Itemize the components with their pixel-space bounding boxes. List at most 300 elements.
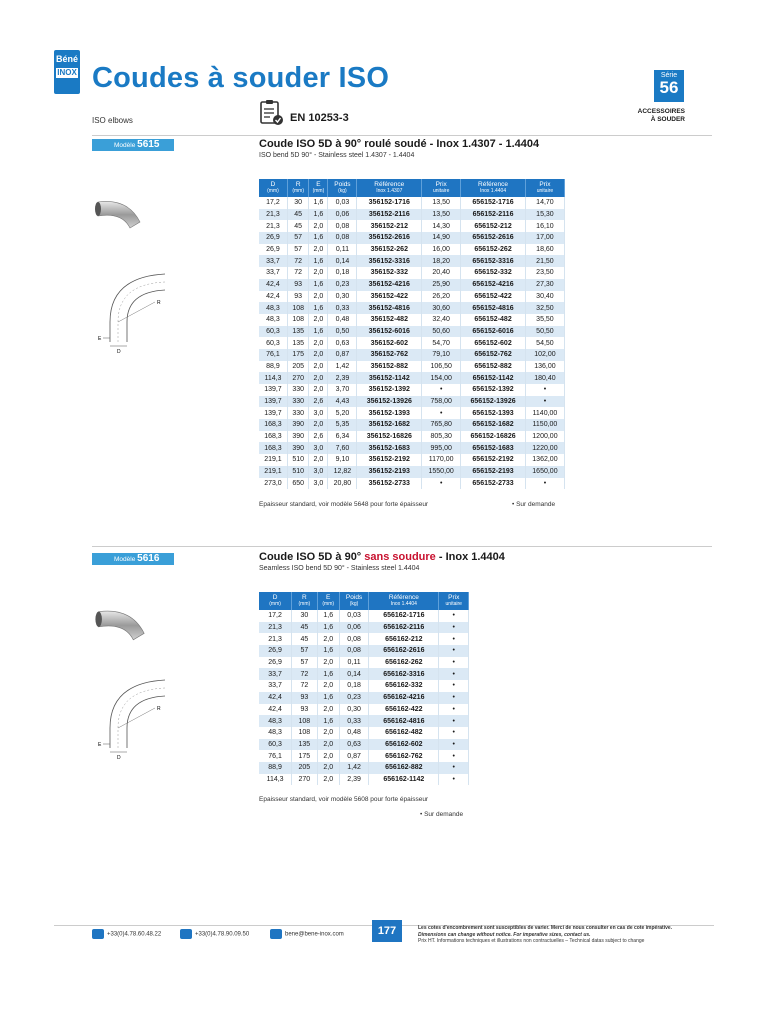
table-cell: 135 [287,326,309,338]
column-header-bottom: Inox 1.4404 [479,188,507,194]
table-cell: 510 [287,466,309,478]
table-cell: 356152-602 [357,337,422,349]
table-cell: 656152-2193 [461,466,526,478]
section2-title-red: sans soudure [364,551,436,563]
category-line2: À SOUDER [650,116,685,123]
table-cell: 30,40 [525,291,564,303]
table-row [259,267,565,279]
table-cell: 175 [287,349,309,361]
table-cell: 656152-212 [461,220,526,232]
table-cell: 72 [287,267,309,279]
table-cell: 88,9 [259,762,292,774]
section1-subtitle: ISO bend 5D 90° - Stainless steel 1.4307 - 1.4404 [259,152,415,159]
table-cell: 102,00 [525,349,564,361]
table-cell: 1,6 [309,232,328,244]
table-cell: 1,6 [309,197,328,209]
table-cell: 30 [292,610,317,622]
serie-number: 56 [659,78,679,97]
table-cell: 2,0 [317,633,339,645]
table-cell: • [439,622,469,634]
table-cell: • [439,774,469,786]
table-cell: 1220,00 [525,442,564,454]
table-cell: • [422,407,461,419]
table-cell: 0,33 [328,302,357,314]
table-cell: 2,0 [309,337,328,349]
table-cell: • [439,668,469,680]
table-cell: 108 [287,302,309,314]
table-cell: 108 [287,314,309,326]
column-header [292,592,317,610]
column-header-top: R [302,594,307,601]
table-cell: 2,6 [309,396,328,408]
table-cell: 356152-3316 [357,255,422,267]
table-cell: 656152-1716 [461,197,526,209]
column-header-bottom: (mm) [269,601,281,607]
section2-title [259,551,505,563]
table-cell: 139,7 [259,396,287,408]
table-row [259,197,565,209]
table-cell: 30 [287,197,309,209]
page-title: Coudes à souder ISO [92,62,390,94]
table-row [259,466,565,478]
table-cell: • [439,739,469,751]
table-cell: 2,0 [309,220,328,232]
table-cell: 356152-1392 [357,384,422,396]
table-cell: 45 [292,622,317,634]
table-cell: 79,10 [422,349,461,361]
table-row [259,220,565,232]
table-cell: 76,1 [259,750,292,762]
badge-model: 5615 [137,139,160,150]
table-row [259,645,469,657]
table-cell: 17,2 [259,197,287,209]
table-row [259,407,565,419]
table-row [259,633,469,645]
table-cell: • [439,727,469,739]
table-cell: 758,00 [422,396,461,408]
table-cell: 93 [287,291,309,303]
column-header-top: Prix [539,181,551,188]
section-divider [92,546,712,547]
column-header-top: Poids [345,594,363,601]
footer-fax[interactable] [180,929,249,939]
table-cell: 93 [292,692,317,704]
table-cell: 1362,00 [525,454,564,466]
price-table-5616 [259,592,469,785]
table-cell: 0,30 [339,704,368,716]
table-cell: • [439,645,469,657]
table-cell: 1,6 [317,668,339,680]
model-badge-5616 [92,553,174,565]
table-cell: 20,40 [422,267,461,279]
table-row [259,739,469,751]
section2-title-b: - Inox 1.4404 [435,551,505,563]
table-cell: 33,7 [259,267,287,279]
table-cell: 21,3 [259,633,292,645]
table-cell: • [439,633,469,645]
table-cell: 2,0 [309,349,328,361]
table-cell: 656162-1142 [369,774,439,786]
table-row [259,774,469,786]
column-header [439,592,469,610]
table-cell: 139,7 [259,384,287,396]
table-cell: 1,6 [317,610,339,622]
footer-email[interactable] [270,929,344,939]
table-row [259,291,565,303]
table-cell: 356152-262 [357,244,422,256]
table-cell: 2,0 [309,419,328,431]
table-cell: 1140,00 [525,407,564,419]
table-cell: 1,6 [317,645,339,657]
table-cell: 5,35 [328,419,357,431]
phone-icon [92,929,104,939]
table-cell: 60,3 [259,739,292,751]
table-cell: 656162-212 [369,633,439,645]
table-cell: • [422,478,461,490]
table-cell: 356152-2116 [357,209,422,221]
table-cell: 270 [292,774,317,786]
table-cell: 0,11 [339,657,368,669]
table-row [259,680,469,692]
table-cell: 42,4 [259,279,287,291]
table-cell: 168,3 [259,431,287,443]
section2-title-a: Coude ISO 5D à 90° [259,551,365,563]
table-cell: 2,0 [317,727,339,739]
table-cell: 139,7 [259,407,287,419]
table-cell: 9,10 [328,454,357,466]
table-row [259,314,565,326]
table-cell: 48,3 [259,302,287,314]
table-cell: 1650,00 [525,466,564,478]
table-cell: 57 [287,232,309,244]
elbow-diagram-1 [95,262,175,357]
table-cell: 656152-332 [461,267,526,279]
table-row [259,244,565,256]
table-cell: 2,6 [309,431,328,443]
table-cell: 0,06 [328,209,357,221]
section2-on-request: • Sur demande [420,811,464,818]
table-cell: 0,63 [328,337,357,349]
table-cell: • [439,610,469,622]
table-row [259,279,565,291]
column-header [259,179,287,197]
table-cell: 219,1 [259,454,287,466]
table-cell: 0,48 [328,314,357,326]
table-cell: 2,0 [309,267,328,279]
table-row [259,326,565,338]
table-cell: 356152-332 [357,267,422,279]
table-row [259,715,469,727]
table-cell: 273,0 [259,478,287,490]
table-cell: 356152-4816 [357,302,422,314]
section1-note: Epaisseur standard, voir modèle 5648 pour forte épaisseur [259,501,429,508]
diagram-e-label: E [98,742,102,748]
table-cell: 0,30 [328,291,357,303]
table-cell: 3,70 [328,384,357,396]
table-cell: 0,18 [328,267,357,279]
table-cell: 12,82 [328,466,357,478]
table-cell: 0,14 [328,255,357,267]
table-row [259,762,469,774]
table-cell: 356152-16826 [357,431,422,443]
table-cell: 5,20 [328,407,357,419]
table-cell: 30,60 [422,302,461,314]
column-header [328,179,357,197]
table-cell: 656152-1682 [461,419,526,431]
table-row [259,431,565,443]
table-cell: 270 [287,372,309,384]
table-cell: 205 [292,762,317,774]
disclaimer-small: Prix HT. Informations techniques et illustrations non contractuelles – Technical datas subject to change [418,938,645,944]
table-cell: 13,50 [422,209,461,221]
table-cell: 0,87 [339,750,368,762]
column-header-bottom: Inox 1.4307 [376,188,403,194]
page-number: 177 [372,920,402,942]
table-cell: 1,6 [309,302,328,314]
table-cell: 219,1 [259,466,287,478]
table-cell: 2,0 [317,774,339,786]
table-cell: 175 [292,750,317,762]
table-cell: 35,50 [525,314,564,326]
column-header [461,179,526,197]
table-cell: 50,50 [525,326,564,338]
table-cell: 0,87 [328,349,357,361]
column-header-top: D [272,594,278,601]
serie-label: Série [660,72,678,79]
table-cell: 2,0 [317,680,339,692]
table-cell: 1,42 [328,361,357,373]
footer-phone[interactable] [92,929,161,939]
table-row [259,610,469,622]
table-cell: 656162-882 [369,762,439,774]
column-header-top: Référence [374,181,405,188]
table-cell: 76,1 [259,349,287,361]
section1-on-request: • Sur demande [512,501,556,508]
table-cell: 18,60 [525,244,564,256]
table-cell: 1150,00 [525,419,564,431]
table-cell: 15,30 [525,209,564,221]
table-cell: 57 [292,645,317,657]
diagram-r-label: R [157,706,161,712]
table-cell: • [439,657,469,669]
table-cell: 21,3 [259,622,292,634]
table-cell: 16,00 [422,244,461,256]
table-cell: 356152-2192 [357,454,422,466]
table-cell: 45 [287,220,309,232]
table-cell: 356152-1393 [357,407,422,419]
table-cell: 3,0 [309,466,328,478]
table-cell: 0,23 [339,692,368,704]
table-row [259,668,469,680]
table-cell: 1,6 [309,279,328,291]
diagram-d-label: D [117,349,121,355]
table-cell: 32,40 [422,314,461,326]
table-row [259,704,469,716]
column-header-top: R [295,181,301,188]
table-row [259,255,565,267]
diagram-r-label: R [157,300,161,306]
table-cell: 656152-1392 [461,384,526,396]
table-cell: 656162-602 [369,739,439,751]
model-badge-5615 [92,139,174,151]
table-row [259,419,565,431]
table-cell: 656162-2116 [369,622,439,634]
table-cell: 168,3 [259,442,287,454]
column-header-top: E [316,181,321,188]
table-cell: 2,39 [339,774,368,786]
table-cell: 42,4 [259,692,292,704]
table-cell: 1550,00 [422,466,461,478]
table-cell: 656152-1683 [461,442,526,454]
column-header-bottom: Inox 1.4404 [390,601,417,607]
phone-text: +33(0)4.78.60.48.22 [107,931,162,938]
table-cell: 0,18 [339,680,368,692]
table-cell: 356152-6016 [357,326,422,338]
table-cell: 88,9 [259,361,287,373]
table-cell: 356152-422 [357,291,422,303]
table-cell: 0,48 [339,727,368,739]
table-cell: 20,80 [328,478,357,490]
table-cell: 45 [287,209,309,221]
table-cell: 21,3 [259,209,287,221]
fax-icon [180,929,192,939]
table-cell: 390 [287,419,309,431]
table-cell: 656152-1393 [461,407,526,419]
table-cell: 17,00 [525,232,564,244]
table-cell: • [525,396,564,408]
email-text: bene@bene-inox.com [285,931,344,938]
table-cell: 1,6 [309,209,328,221]
table-cell: • [525,384,564,396]
table-cell: 33,7 [259,255,287,267]
table-cell: 1170,00 [422,454,461,466]
table-cell: 656152-762 [461,349,526,361]
table-row [259,454,565,466]
table-cell: 356152-4216 [357,279,422,291]
column-header-bottom: (mm) [292,188,304,194]
column-header-top: Référence [388,594,419,601]
table-cell: 995,00 [422,442,461,454]
column-header-top: Référence [478,181,509,188]
table-cell: 330 [287,384,309,396]
table-cell: 26,20 [422,291,461,303]
table-cell: 656152-1142 [461,372,526,384]
table-cell: 54,50 [525,337,564,349]
table-row [259,478,565,490]
table-cell: 356152-1683 [357,442,422,454]
table-cell: 18,20 [422,255,461,267]
table-cell: 154,00 [422,372,461,384]
table-cell: 72 [287,255,309,267]
table-cell: 114,3 [259,372,287,384]
table-cell: 72 [292,680,317,692]
table-cell: • [439,680,469,692]
table-cell: 4,43 [328,396,357,408]
table-cell: 356152-2616 [357,232,422,244]
table-cell: 93 [287,279,309,291]
table-cell: 42,4 [259,291,287,303]
table-cell: 23,50 [525,267,564,279]
table-cell: 656152-602 [461,337,526,349]
column-header [525,179,564,197]
table-cell: 27,30 [525,279,564,291]
table-cell: 135 [292,739,317,751]
diagram-e-label: E [98,336,102,342]
table-row [259,657,469,669]
table-cell: 0,08 [328,220,357,232]
footer-disclaimer [418,925,718,945]
column-header-top: Prix [448,594,460,601]
table-cell: 108 [292,727,317,739]
table-cell: 0,03 [339,610,368,622]
table-cell: 656152-6016 [461,326,526,338]
table-cell: 114,3 [259,774,292,786]
column-header-bottom: unitaire [445,601,462,607]
disclaimer-en: Dimensions can change without notice. For imperative sizes, contact us. [418,931,591,938]
table-cell: 656162-4816 [369,715,439,727]
table-cell: 656152-2192 [461,454,526,466]
table-cell: 656152-2616 [461,232,526,244]
table-cell: 72 [292,668,317,680]
column-header [422,179,461,197]
table-cell: 32,50 [525,302,564,314]
table-cell: 136,00 [525,361,564,373]
table-cell: 1,6 [317,622,339,634]
table-header-row [259,179,565,197]
table-row [259,337,565,349]
table-cell: • [439,715,469,727]
column-header-bottom: unitaire [536,188,554,194]
table-cell: 765,80 [422,419,461,431]
column-header-top: E [326,594,331,601]
table-cell: 356152-1682 [357,419,422,431]
table-cell: 656152-13926 [461,396,526,408]
table-cell: 656162-422 [369,704,439,716]
table-cell: 26,9 [259,645,292,657]
table-cell: 3,0 [309,442,328,454]
table-cell: 656152-882 [461,361,526,373]
column-header [369,592,439,610]
diagram-d-label: D [117,755,121,761]
table-cell: 1,6 [317,692,339,704]
table-cell: 48,3 [259,314,287,326]
table-cell: 656162-3316 [369,668,439,680]
table-cell: 356152-212 [357,220,422,232]
table-cell: 0,03 [328,197,357,209]
table-row [259,209,565,221]
table-cell: 2,0 [317,739,339,751]
table-cell: 45 [292,633,317,645]
table-cell: 26,9 [259,232,287,244]
table-cell: • [422,384,461,396]
table-cell: 0,08 [339,633,368,645]
elbow-photo-2 [90,600,155,645]
table-cell: 1,6 [309,326,328,338]
table-cell: 26,9 [259,657,292,669]
table-cell: 33,7 [259,668,292,680]
table-cell: 16,10 [525,220,564,232]
table-cell: 656152-422 [461,291,526,303]
table-cell: 2,0 [309,244,328,256]
table-cell: 0,50 [328,326,357,338]
table-cell: 135 [287,337,309,349]
table-cell: 656152-262 [461,244,526,256]
table-cell: 356152-1716 [357,197,422,209]
table-cell: 0,08 [339,645,368,657]
column-header-bottom: (kg) [338,188,347,194]
table-cell: 656162-332 [369,680,439,692]
price-table-5615 [259,179,565,489]
